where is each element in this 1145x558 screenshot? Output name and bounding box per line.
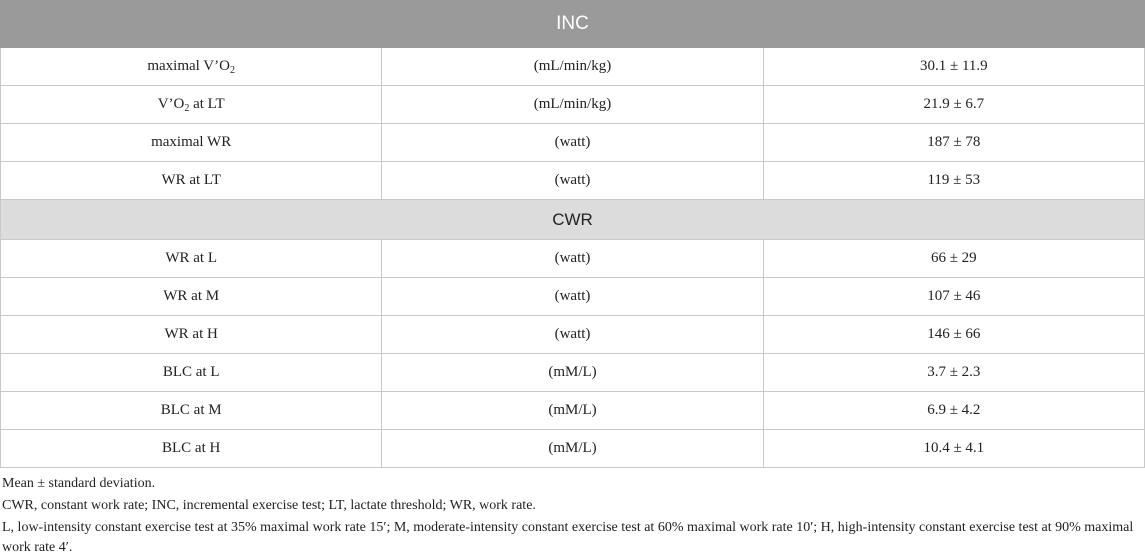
table-footnotes (0, 468, 1145, 558)
value-cell: 30.1 ± 11.9 (763, 48, 1144, 86)
unit-cell: (mL/min/kg) (382, 48, 763, 86)
table-row (1, 354, 1145, 392)
parameter-cell: WR at M (1, 278, 382, 316)
section-title-inc: INC (1, 1, 1145, 48)
parameter-cell: WR at H (1, 316, 382, 354)
unit-cell: (watt) (382, 240, 763, 278)
section-title-cwr: CWR (1, 200, 1145, 240)
subscript: 2 (184, 102, 190, 114)
value-cell: 10.4 ± 4.1 (763, 430, 1144, 468)
subscript: 2 (229, 64, 235, 76)
table-row (1, 86, 1145, 124)
section-header-row (1, 1, 1145, 48)
value-cell: 187 ± 78 (763, 124, 1144, 162)
parameter-cell: BLC at M (1, 392, 382, 430)
table-row (1, 162, 1145, 200)
parameter-cell: BLC at L (1, 354, 382, 392)
value-cell: 66 ± 29 (763, 240, 1144, 278)
parameter-suffix: at LT (189, 95, 225, 112)
unit-cell: (mM/L) (382, 392, 763, 430)
parameter-cell: WR at LT (1, 162, 382, 200)
parameter-cell (1, 86, 382, 124)
value-cell: 107 ± 46 (763, 278, 1144, 316)
parameter-cell: maximal WR (1, 124, 382, 162)
parameter-cell (1, 48, 382, 86)
parameter-cell: BLC at H (1, 430, 382, 468)
footnote: CWR, constant work rate; INC, incremental exercise test; LT, lactate threshold; WR, work rate. (2, 498, 536, 513)
value-cell: 146 ± 66 (763, 316, 1144, 354)
table-row (1, 278, 1145, 316)
footnote: L, low-intensity constant exercise test at 35% maximal work rate 15′; M, moderate-intensity constant exercise test at 60% maximal work rate 10′; H, high-intensity constant exercise test at 90% maximal work rate 4′. (2, 520, 1134, 555)
parameter-text: maximal V’O (147, 57, 230, 74)
value-cell: 119 ± 53 (763, 162, 1144, 200)
value-cell: 21.9 ± 6.7 (763, 86, 1144, 124)
table-row (1, 124, 1145, 162)
unit-cell: (watt) (382, 278, 763, 316)
value-cell: 6.9 ± 4.2 (763, 392, 1144, 430)
unit-cell: (watt) (382, 162, 763, 200)
table-row (1, 316, 1145, 354)
table-row (1, 392, 1145, 430)
footnote: Mean ± standard deviation. (2, 476, 156, 491)
unit-cell: (mM/L) (382, 430, 763, 468)
table-row (1, 240, 1145, 278)
unit-cell: (watt) (382, 124, 763, 162)
parameter-text: V’O (157, 95, 185, 112)
unit-cell: (mM/L) (382, 354, 763, 392)
section-header-row (1, 200, 1145, 240)
table-row (1, 430, 1145, 468)
value-cell: 3.7 ± 2.3 (763, 354, 1144, 392)
parameter-cell: WR at L (1, 240, 382, 278)
table-row (1, 48, 1145, 86)
unit-cell: (mL/min/kg) (382, 86, 763, 124)
unit-cell: (watt) (382, 316, 763, 354)
